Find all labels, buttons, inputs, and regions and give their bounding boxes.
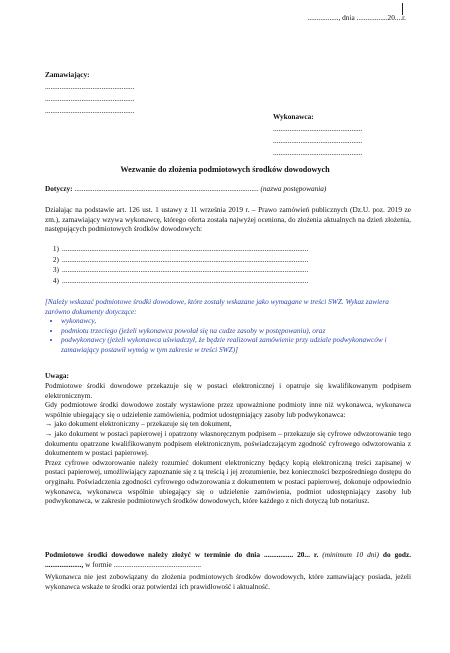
uwaga-label: Uwaga: [45, 371, 69, 380]
uwaga-arrow-item: → jako dokument elektroniczny – przekazuje się ten dokument, [45, 419, 232, 429]
enum-dots: ....................................................................................................................................... [62, 254, 309, 264]
dotyczy-dots: ..................................................................................................... [74, 184, 259, 193]
enum-list [45, 244, 411, 286]
enum-dots: ....................................................................................................................................... [62, 265, 309, 275]
uwaga-p3: Przez cyfrowe odwzorowanie należy rozumieć dokument elektroniczny będący kopią elektroniczną treści zapisanej w postaci papierowej, umożliwiający zapoznanie się z tą treścią i jej zrozumienie, bez konieczności bezpośredniego dostępu do oryginału. Poświadczenia zgodności cyfrowego odwzorowania z dokumentem w postaci papierowej, dokonuje odpowiednio wykonawca, wykonawca wspólnie ubiegający się o udzielenie zamówienia, podmiot udostępniający zasoby lub podwykonawca, w zakresie podmiotowych środków dowodowych, które każdego z nich dotyczą lub notariusz. [45, 457, 411, 506]
enum-dots: ....................................................................................................................................... [62, 244, 309, 253]
enum-number: 4) [52, 275, 59, 285]
instruction-bullets [45, 316, 411, 354]
uwaga-p1: Podmiotowe środki dowodowe przekazuje się w postaci elektronicznej i opatruje się kwalifikowanym podpisem elektronicznym. [45, 381, 411, 400]
wykonawca-line: ................................................. [273, 148, 363, 157]
zamawiajacy-line: ................................................. [45, 82, 135, 91]
wykonawca-line: ................................................. [273, 124, 363, 133]
instruction-block [45, 297, 411, 355]
zamawiajacy-line: ................................................. [45, 94, 135, 103]
termin-bold1: Podmiotowe środki dowodowe należy złożyć w terminie do dnia ................ 20... r. [45, 550, 319, 559]
termin-minimum: (minimum 10 dni) [322, 550, 379, 559]
instruction-text: [Należy wskazać podmiotowe środki dowodowe, które zostały wskazane jako wymagane w treści SWZ. Wykaz zawiera zarówno dokumenty dotyczące: [45, 297, 389, 316]
wykonawca-label: Wykonawca: [273, 112, 314, 121]
termin-rest: w formie ................................................ [85, 559, 202, 569]
final-note: Wykonawca nie jest zobowiązany do złożenia podmiotowych środków dowodowych, które zamawiający posiada, jeżeli wykonawca wskaże te środki oraz potwierdzi ich prawidłowość i aktualność. [45, 572, 411, 591]
instruction-bullet: • podwykonawcy (jeżeli wykonawca uświadczył, że będzie realizował zamówienie przy udziale podwykonawców i zamawiający postawił wymóg w tym zakresie w treści SWZ)] [61, 335, 411, 354]
enum-item [45, 265, 411, 276]
wykonawca-line: ................................................. [273, 136, 363, 145]
enum-dots: ....................................................................................................................................... [62, 275, 309, 285]
dotyczy-row [45, 184, 415, 194]
enum-item [45, 244, 411, 255]
dotyczy-label: Dotyczy: [45, 184, 73, 193]
enum-item [45, 255, 411, 266]
enum-number: 2) [52, 254, 59, 264]
document-title: Wezwanie do złożenia podmiotowych środków dowodowych [120, 165, 330, 174]
uwaga-p2: Gdy podmiotowe środki dowodowe zostały wystawione przez upoważnione podmioty inne niż wykonawca, wykonawca wspólnie ubiegający się o udzielenie zamówienia, podmiot udostępniający zasoby lub podwykonawca: [45, 400, 411, 419]
intro-paragraph: Działając na podstawie art. 126 ust. 1 ustawy z 11 września 2019 r. – Prawo zamówień publicznych (Dz.U. poz. 2019 ze zm.), zamawiający wzywa wykonawcę, którego oferta została najwyżej oceniona, do złożenia aktualnych na dzień złożenia, następujących podmiotowych środków dowodowych: [45, 205, 411, 234]
zamawiajacy-line: ................................................. [45, 106, 135, 115]
termin-paragraph [45, 550, 411, 569]
uwaga-arrow-item: → jako dokument w postaci papierowej i opatrzony własnoręcznym podpisem – przekazuje się cyfrowe odwzorowanie tego dokumentu opatrzone kwalifikowanym podpisem elektronicznym, poświadczającym zgodność cyfrowego odwzorowania z dokumentem w postaci papierowej. [45, 428, 411, 458]
termin-bold2: do godz. ...................., [45, 550, 412, 569]
zamawiajacy-label: Zamawiający: [45, 70, 90, 79]
enum-item [45, 276, 411, 287]
date-line: ................., dnia .................20....r. [307, 13, 406, 22]
instruction-bullet: • wykonawcy, [61, 316, 411, 326]
dotyczy-suffix: (nazwa postępowania) [260, 184, 327, 193]
instruction-bullet: • podmiotu trzeciego (jeżeli wykonawca powołał się na cudze zasoby w postępowaniu), oraz [61, 326, 411, 336]
enum-number: 3) [52, 265, 59, 275]
uwaga-block [45, 381, 411, 506]
enum-number: 1) [52, 244, 59, 253]
